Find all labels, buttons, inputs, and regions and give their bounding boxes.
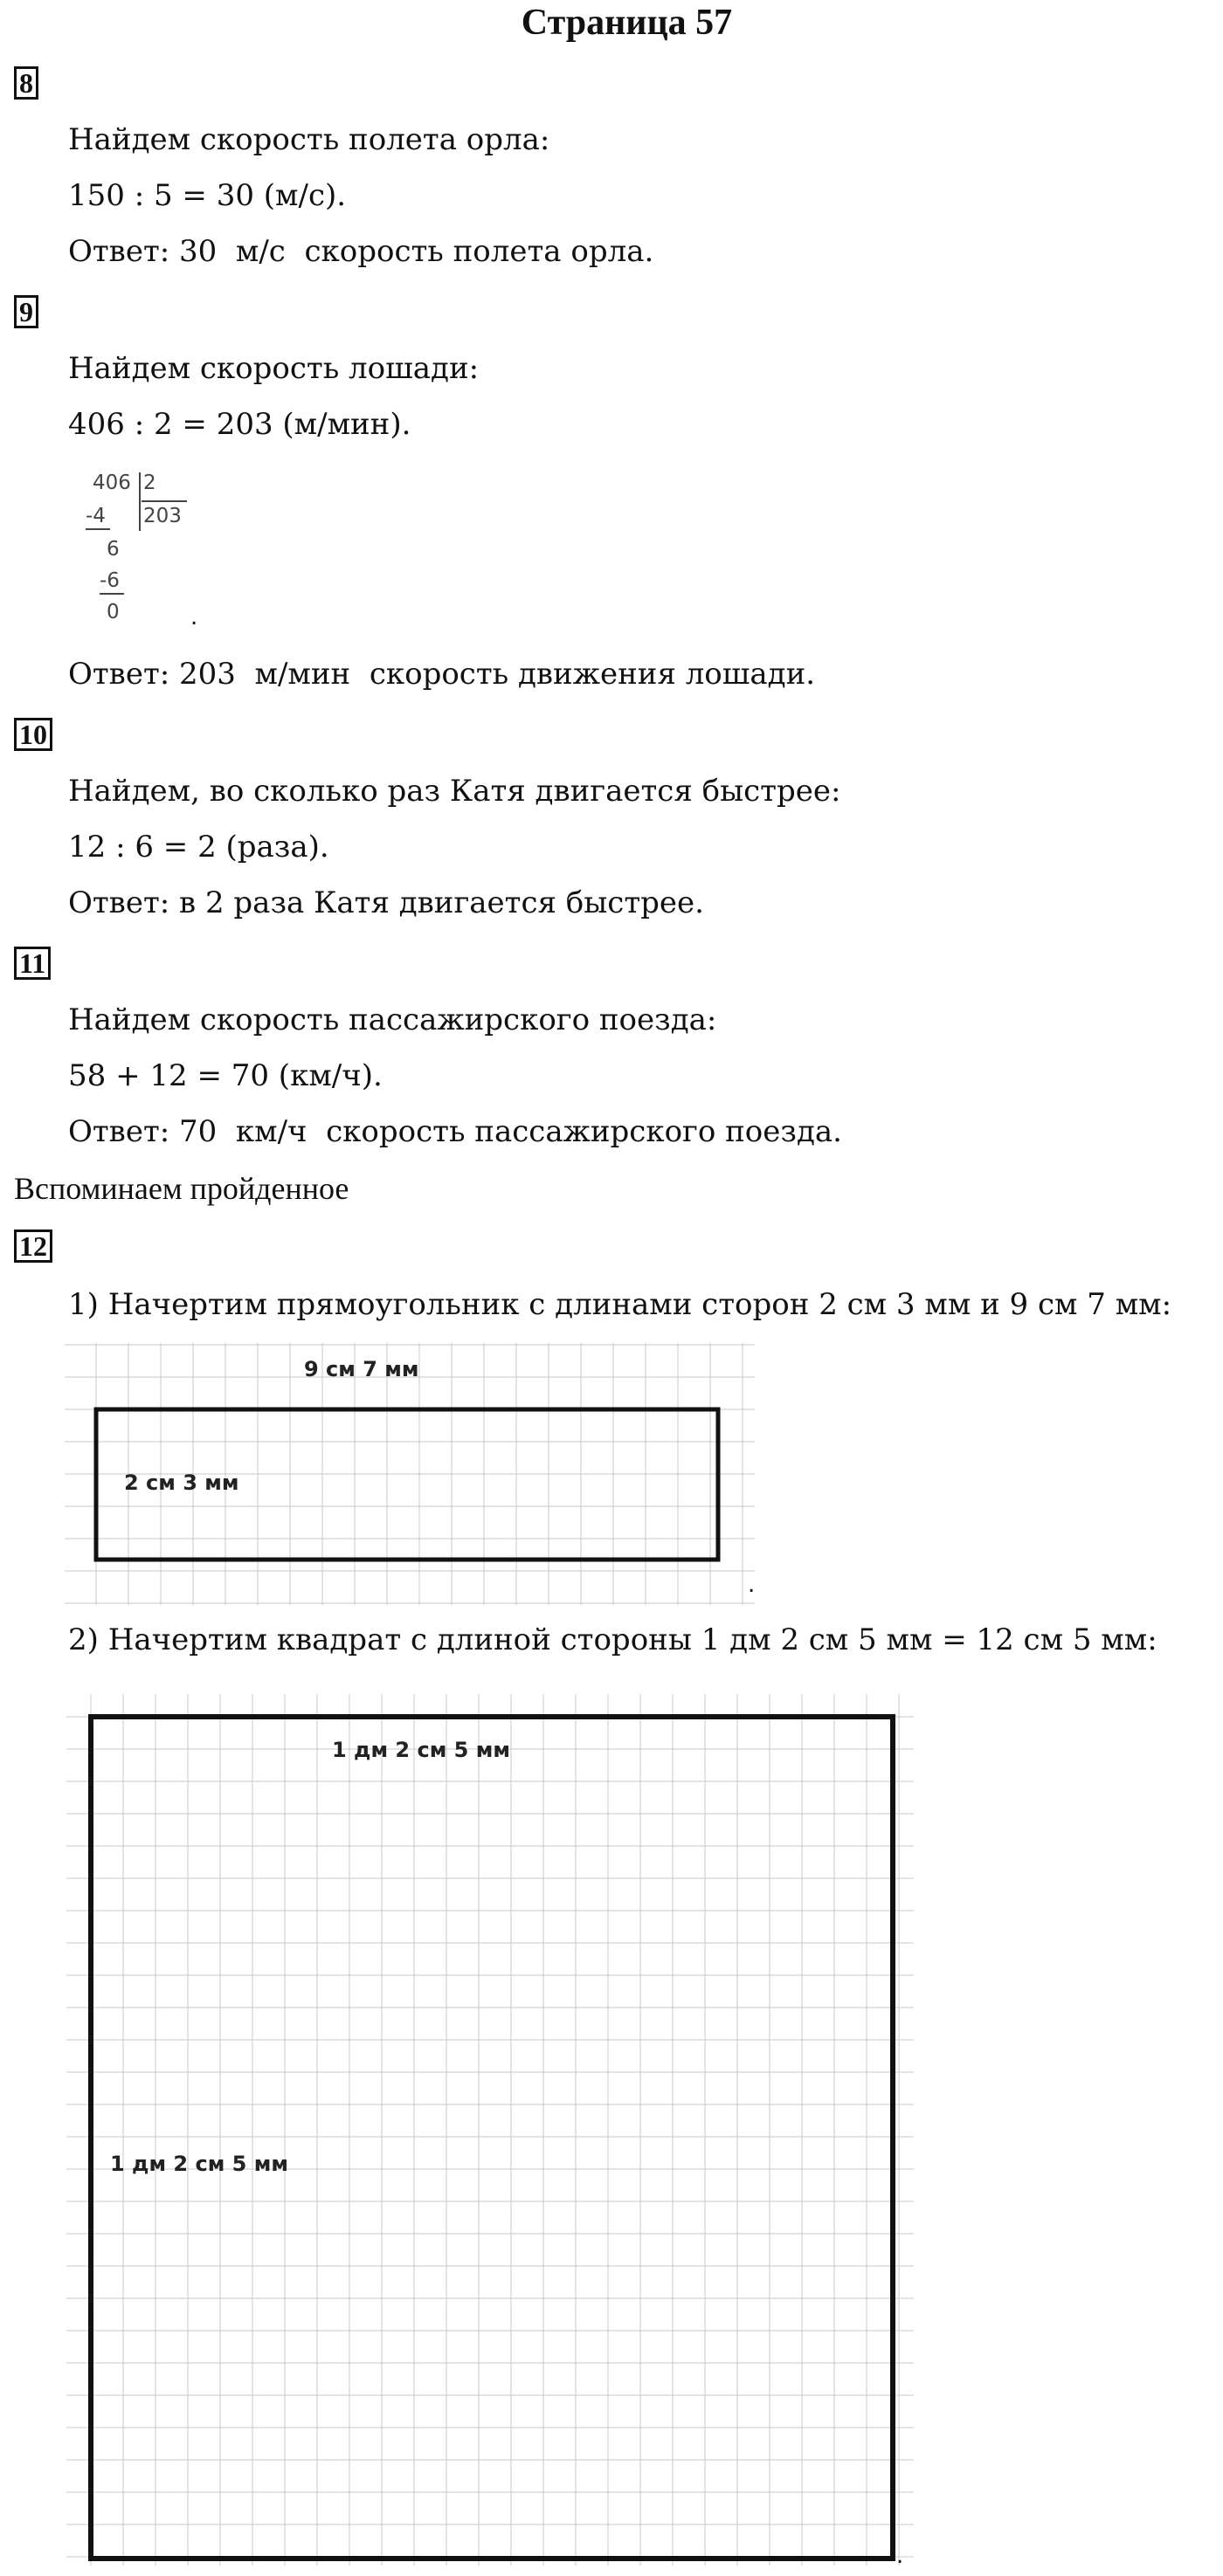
square-top-label: 1 дм 2 см 5 мм bbox=[332, 1738, 510, 1762]
task-9-number: 9 bbox=[14, 295, 38, 328]
square-side-label: 1 дм 2 см 5 мм bbox=[110, 2152, 288, 2176]
section-heading: Вспоминаем пройденное bbox=[14, 1171, 349, 1206]
task-12-part2: 2) Начертим квадрат с длиной стороны 1 дм 2 см 5 мм = 12 см 5 мм: bbox=[68, 1622, 1157, 1657]
task-8-answer: Ответ: 30 м/с скорость полета орла. bbox=[68, 234, 654, 269]
ld-step2: -6 bbox=[100, 569, 120, 592]
task-9-line1: Найдем скорость лошади: bbox=[68, 351, 480, 386]
square-drawing bbox=[66, 1694, 914, 2566]
ld-step1: -4 bbox=[86, 505, 106, 527]
square bbox=[91, 1717, 893, 2559]
ld-rem1: 6 bbox=[107, 538, 120, 561]
ld-rem2: 0 bbox=[107, 601, 120, 623]
task-11-answer: Ответ: 70 км/ч скорость пассажирского поезда. bbox=[68, 1114, 842, 1149]
task-10-number: 10 bbox=[14, 718, 52, 751]
grid-paper bbox=[66, 1694, 914, 2566]
task-9-line2: 406 : 2 = 203 (м/мин). bbox=[68, 407, 411, 442]
task-11-number: 11 bbox=[14, 947, 51, 980]
ld-divisor: 2 bbox=[143, 472, 156, 494]
task-9-answer: Ответ: 203 м/мин скорость движения лошади. bbox=[68, 657, 816, 692]
rect-trailing-dot: . bbox=[748, 1572, 756, 1598]
ld-quotient: 203 bbox=[143, 505, 182, 527]
task-12-part1: 1) Начертим прямоугольник с длинами сторон 2 см 3 мм и 9 см 7 мм: bbox=[68, 1287, 1172, 1322]
ld-dividend: 406 bbox=[93, 472, 131, 494]
task-8-line2: 150 : 5 = 30 (м/с). bbox=[68, 178, 347, 213]
page-title: Страница 57 bbox=[521, 3, 733, 43]
task-12-number: 12 bbox=[14, 1229, 52, 1263]
task-8-line1: Найдем скорость полета орла: bbox=[68, 122, 550, 157]
task-8-number: 8 bbox=[14, 66, 38, 100]
rect-side-label: 2 см 3 мм bbox=[124, 1471, 239, 1495]
task-11-line1: Найдем скорость пассажирского поезда: bbox=[68, 1002, 717, 1037]
ld-trailing-dot: . bbox=[190, 604, 198, 630]
square-trailing-dot: . bbox=[896, 2543, 904, 2569]
long-division-lines bbox=[0, 0, 262, 655]
task-10-line1: Найдем, во сколько раз Катя двигается быстрее: bbox=[68, 774, 841, 809]
task-11-line2: 58 + 12 = 70 (км/ч). bbox=[68, 1058, 383, 1093]
task-10-answer: Ответ: в 2 раза Катя двигается быстрее. bbox=[68, 885, 704, 920]
rectangle-drawing bbox=[65, 1343, 755, 1605]
rect-top-label: 9 см 7 мм bbox=[304, 1357, 419, 1381]
task-10-line2: 12 : 6 = 2 (раза). bbox=[68, 830, 329, 864]
